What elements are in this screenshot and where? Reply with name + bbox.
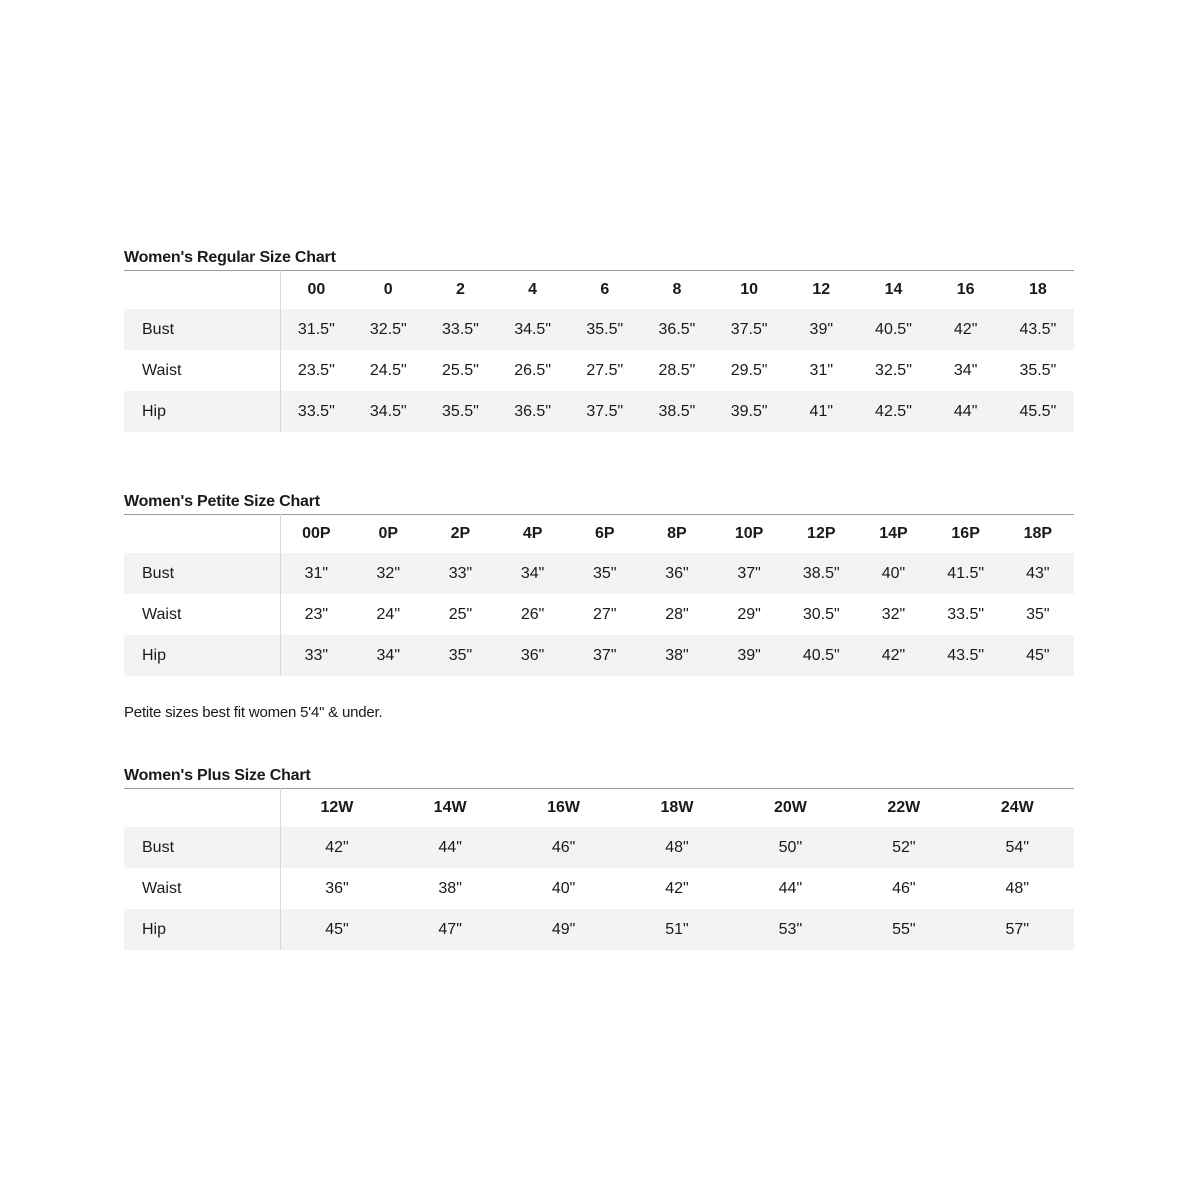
measurement-cell: 41" [785,391,857,432]
measurement-cell: 42" [280,827,393,868]
measurement-cell: 38" [641,635,713,676]
measurement-cell: 38.5" [785,553,857,594]
petite-size-chart [124,490,1074,676]
size-header: 12 [812,281,831,298]
measurement-cell: 40.5" [857,309,929,350]
corner-cell [124,789,280,828]
row-label: Hip [124,909,280,950]
measurement-cell: 39" [785,309,857,350]
size-header: 6 [600,281,610,298]
measurement-cell: 33.5" [930,594,1002,635]
measurement-cell: 50" [734,827,847,868]
measurement-cell: 44" [393,827,506,868]
row-label: Bust [124,553,280,594]
measurement-cell: 35.5" [1002,350,1074,391]
size-header: 16W [547,799,580,816]
measurement-cell: 49" [507,909,620,950]
size-header: 6P [594,525,615,542]
measurement-cell: 34" [352,635,424,676]
measurement-cell: 52" [847,827,960,868]
measurement-cell: 45" [280,909,393,950]
table-row-waist [124,594,1074,635]
measurement-cell: 23.5" [280,350,352,391]
measurement-cell: 25.5" [424,350,496,391]
measurement-cell: 28.5" [641,350,713,391]
measurement-cell: 37" [569,635,641,676]
measurement-cell: 35" [424,635,496,676]
measurement-cell: 39.5" [713,391,785,432]
measurement-cell: 23" [280,594,352,635]
size-header: 12W [320,799,354,816]
row-label: Waist [124,594,280,635]
size-header: 00 [307,281,326,298]
measurement-cell: 44" [930,391,1002,432]
measurement-cell: 34.5" [497,309,569,350]
measurement-cell: 32" [352,553,424,594]
measurement-cell: 40" [857,553,929,594]
chart-title: Women's Plus Size Chart [124,767,311,784]
size-header: 00P [302,525,331,542]
measurement-cell: 53" [734,909,847,950]
size-header: 8 [672,281,682,298]
size-header: 24W [1000,799,1034,816]
size-header: 4P [522,525,543,542]
measurement-cell: 35" [569,553,641,594]
size-header: 2P [450,525,471,542]
measurement-cell: 36" [641,553,713,594]
plus-size-chart [124,764,1074,950]
measurement-cell: 38" [393,868,506,909]
measurement-cell: 46" [847,868,960,909]
measurement-cell: 42.5" [857,391,929,432]
measurement-cell: 39" [713,635,785,676]
measurement-cell: 36.5" [497,391,569,432]
size-header: 10 [740,281,759,298]
table-row-waist [124,350,1074,391]
measurement-cell: 46" [507,827,620,868]
size-header: 16P [951,525,980,542]
row-label: Waist [124,868,280,909]
measurement-cell: 32.5" [857,350,929,391]
measurement-cell: 35.5" [424,391,496,432]
measurement-cell: 36.5" [641,309,713,350]
size-header: 12P [807,525,836,542]
measurement-cell: 27.5" [569,350,641,391]
measurement-cell: 40.5" [785,635,857,676]
measurement-cell: 44" [734,868,847,909]
measurement-cell: 32.5" [352,309,424,350]
measurement-cell: 36" [497,635,569,676]
measurement-cell: 27" [569,594,641,635]
measurement-cell: 25" [424,594,496,635]
measurement-cell: 31" [280,553,352,594]
size-header-row [124,789,1074,828]
size-header: 14P [879,525,908,542]
measurement-cell: 57" [961,909,1074,950]
row-label: Bust [124,309,280,350]
measurement-cell: 45.5" [1002,391,1074,432]
size-header: 8P [667,525,687,542]
measurement-cell: 33.5" [280,391,352,432]
size-header: 18P [1023,525,1053,542]
measurement-cell: 37.5" [569,391,641,432]
measurement-cell: 45" [1002,635,1074,676]
measurement-cell: 48" [620,827,733,868]
measurement-cell: 47" [393,909,506,950]
measurement-cell: 31.5" [280,309,352,350]
measurement-cell: 43" [1002,553,1074,594]
measurement-cell: 24" [352,594,424,635]
corner-cell [124,271,280,310]
table-row-hip [124,391,1074,432]
size-header-row [124,271,1074,310]
size-header-row [124,515,1074,554]
measurement-cell: 33" [280,635,352,676]
size-header: 0 [383,281,393,298]
measurement-cell: 34.5" [352,391,424,432]
measurement-cell: 37" [713,553,785,594]
table-row-hip [124,909,1074,950]
corner-cell [124,515,280,554]
petite-fit-note: Petite sizes best fit women 5'4" & under. [124,704,383,721]
measurement-cell: 28" [641,594,713,635]
measurement-cell: 43.5" [930,635,1002,676]
measurement-cell: 26" [497,594,569,635]
measurement-cell: 34" [930,350,1002,391]
measurement-cell: 34" [497,553,569,594]
measurement-cell: 42" [930,309,1002,350]
table-row-waist [124,868,1074,909]
size-header: 18 [1028,281,1047,298]
measurement-cell: 30.5" [785,594,857,635]
table-row-hip [124,635,1074,676]
size-header: 0P [378,525,399,542]
measurement-cell: 29.5" [713,350,785,391]
measurement-cell: 48" [961,868,1074,909]
measurement-cell: 24.5" [352,350,424,391]
size-table [124,514,1074,676]
measurement-cell: 35.5" [569,309,641,350]
measurement-cell: 40" [507,868,620,909]
size-table [124,788,1074,950]
measurement-cell: 54" [961,827,1074,868]
measurement-cell: 29" [713,594,785,635]
regular-size-chart [124,246,1074,432]
row-label: Hip [124,391,280,432]
measurement-cell: 31" [785,350,857,391]
size-header: 10P [734,525,764,542]
size-header: 14W [433,799,467,816]
size-table [124,270,1074,432]
measurement-cell: 51" [620,909,733,950]
measurement-cell: 26.5" [497,350,569,391]
measurement-cell: 41.5" [930,553,1002,594]
table-row-bust [124,827,1074,868]
row-label: Waist [124,350,280,391]
chart-title: Women's Regular Size Chart [124,249,336,266]
size-header: 4 [528,281,538,298]
measurement-cell: 42" [857,635,929,676]
measurement-cell: 38.5" [641,391,713,432]
measurement-cell: 55" [847,909,960,950]
measurement-cell: 35" [1002,594,1074,635]
size-header: 18W [660,799,694,816]
table-row-bust [124,553,1074,594]
size-header: 22W [887,799,921,816]
measurement-cell: 33.5" [424,309,496,350]
size-header: 20W [773,799,807,816]
measurement-cell: 37.5" [713,309,785,350]
row-label: Hip [124,635,280,676]
size-header: 14 [884,281,903,298]
chart-title: Women's Petite Size Chart [124,493,320,510]
measurement-cell: 42" [620,868,733,909]
measurement-cell: 43.5" [1002,309,1074,350]
measurement-cell: 32" [857,594,929,635]
measurement-cell: 33" [424,553,496,594]
measurement-cell: 36" [280,868,393,909]
size-header: 16 [956,281,975,298]
table-row-bust [124,309,1074,350]
size-header: 2 [455,281,465,298]
row-label: Bust [124,827,280,868]
